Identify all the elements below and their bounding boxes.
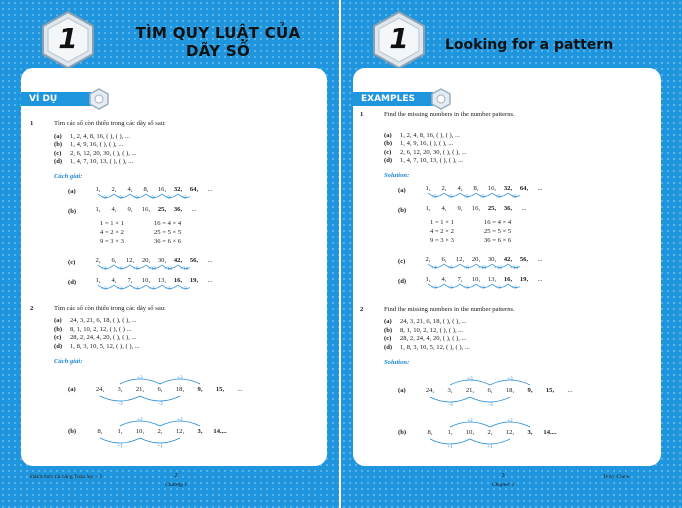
- sequence-number: 10,: [471, 275, 481, 283]
- sequence-number: 14....: [543, 429, 557, 437]
- sequence-number: 8,: [427, 429, 433, 437]
- difference: +4: [431, 265, 437, 271]
- pattern-arc-label: +3: [137, 376, 143, 382]
- sequence-number: 3,: [117, 386, 123, 394]
- solution-label-item: (b): [68, 207, 77, 215]
- sequence-number: 8,: [97, 428, 103, 436]
- sequence-number: 30,: [157, 256, 167, 264]
- working-line: [100, 229, 181, 238]
- sequence-numbers: [90, 206, 202, 215]
- left-content: [30, 120, 320, 450]
- sequence-number: 32,: [503, 184, 513, 192]
- difference: +3: [149, 286, 155, 292]
- pattern-arc-label: +2: [177, 418, 183, 424]
- footer-book-title: Đánh thức tài năng Toán học - 2: [30, 474, 102, 480]
- sequence-number: 6,: [441, 255, 447, 263]
- solution-row: [30, 376, 320, 408]
- sequence-number: 16,: [471, 204, 481, 212]
- sequence-number: 9,: [527, 387, 533, 395]
- difference: +3: [431, 285, 437, 291]
- chapter-number: 1: [389, 22, 409, 55]
- sequence-number: ...: [207, 185, 213, 193]
- difference: +6: [117, 266, 123, 272]
- working-left: 9 = 3 × 3: [100, 237, 124, 245]
- sequence-number: ...: [207, 276, 213, 284]
- question-item: (c) 2, 6, 12, 20, 30, ( ), ( ), ...: [54, 149, 137, 157]
- difference: +3: [495, 285, 501, 291]
- solution-label: Cách giải:: [54, 172, 83, 180]
- alternating-arcs: [420, 375, 580, 409]
- sequence-number: 2,: [111, 185, 117, 193]
- sequence-number: 12,: [505, 429, 515, 437]
- question-1: [30, 120, 320, 129]
- difference: ×2: [149, 195, 155, 201]
- pattern-arc-label: +2: [137, 418, 143, 424]
- difference: ×2: [479, 194, 485, 200]
- sequence-number: 1,: [425, 184, 431, 192]
- difference: ×2: [165, 195, 171, 201]
- difference: ×2: [447, 194, 453, 200]
- question-2: [30, 305, 320, 314]
- difference: ×2: [511, 194, 517, 200]
- difference: ×2: [133, 195, 139, 201]
- solution-block-1: [360, 185, 660, 296]
- sequence-number: 10,: [465, 429, 475, 437]
- sequence-number: 14....: [213, 428, 227, 436]
- sequence-number: ...: [567, 387, 573, 395]
- sequence-number: 2,: [157, 428, 163, 436]
- solution-label-item: (a): [398, 387, 406, 395]
- question-text: Find the missing numbers in the number patterns.: [384, 111, 515, 118]
- sequence-number: ...: [191, 205, 197, 213]
- question-item: (b) 8, 1, 10, 2, 12, ( ), ( ), ...: [384, 326, 464, 334]
- sequence-number: 4,: [127, 185, 133, 193]
- question-item: (c) 28, 2, 24, 4, 20, ( ), ( ), ...: [54, 334, 137, 342]
- sequence-number: 3,: [527, 429, 533, 437]
- pattern-arc-label: −3: [157, 402, 163, 408]
- question-item: (d) 1, 4, 7, 10, 13, ( ), ( ), ...: [54, 158, 134, 166]
- working-lines: [360, 218, 660, 256]
- solution-label: Solution:: [384, 358, 410, 366]
- difference: +4: [101, 266, 107, 272]
- working-right: 36 = 6 × 6: [484, 236, 512, 244]
- sequence-number: 20,: [471, 255, 481, 263]
- chapter-title: [118, 24, 318, 60]
- pattern-arc: [140, 438, 180, 443]
- sequence-number: 2,: [487, 429, 493, 437]
- sequence-number: 1,: [95, 276, 101, 284]
- solution-label-item: (a): [68, 187, 76, 195]
- working-left: 1 = 1 × 1: [100, 219, 124, 227]
- working-right: 36 = 6 × 6: [154, 237, 182, 245]
- difference: +6: [447, 265, 453, 271]
- sequence-number: 4,: [441, 275, 447, 283]
- sequence-number: 16,: [487, 184, 497, 192]
- difference: +12: [164, 266, 172, 272]
- sequence-number: 1,: [425, 275, 431, 283]
- sequence-number: 20,: [141, 256, 151, 264]
- working-right: 25 = 5 × 5: [484, 227, 512, 235]
- question-number: 2: [360, 305, 364, 313]
- sequence-number: 56,: [519, 255, 529, 263]
- sequence-number: 6,: [487, 387, 493, 395]
- sequence-number: 4,: [457, 184, 463, 192]
- difference: +3: [101, 286, 107, 292]
- solution-label-item: (c): [68, 258, 76, 266]
- working-line: [100, 220, 181, 229]
- pattern-arc: [470, 439, 510, 444]
- solution-row: [360, 377, 660, 409]
- sequence-number: 36,: [503, 204, 513, 212]
- pattern-arc-label: −3: [117, 402, 123, 408]
- chapter-number: 1: [58, 22, 78, 55]
- question-item: (b) 1, 4, 9, 16, ( ), ( ), ...: [384, 140, 454, 148]
- sequence-number: 42,: [503, 255, 513, 263]
- sequence-number: ...: [521, 204, 527, 212]
- question-text: Find the missing numbers in the number patterns.: [384, 305, 515, 313]
- right-page: [341, 0, 682, 508]
- right-content: [360, 111, 660, 451]
- question-item: (a) 1, 2, 4, 8, 16, ( ), ( ), ...: [384, 131, 460, 139]
- sequence-number: 9,: [197, 386, 203, 394]
- sequence-number: 64,: [189, 185, 199, 193]
- solution-block-2: [30, 376, 320, 450]
- difference: +12: [494, 265, 502, 271]
- pattern-arc-label: −3: [447, 403, 453, 409]
- sequence-number: 18,: [505, 387, 515, 395]
- question-item: (b) 1, 4, 9, 16, ( ), ( ), ...: [54, 141, 124, 149]
- sequence-number: 42,: [173, 256, 183, 264]
- pattern-arc-label: +2: [467, 419, 473, 425]
- difference: ×2: [431, 194, 437, 200]
- sequence-number: 3,: [447, 387, 453, 395]
- pattern-arc-label: +1: [487, 445, 493, 451]
- difference: +3: [463, 285, 469, 291]
- question-item: (c) 28, 2, 24, 4, 20, ( ), ( ), ...: [384, 335, 467, 343]
- sequence-number: 7,: [127, 276, 133, 284]
- sequence-number: 9,: [127, 205, 133, 213]
- sequence-number: 1,: [425, 204, 431, 212]
- chapter-name: Chương 1: [164, 482, 188, 488]
- solution-label-item: (b): [68, 428, 77, 436]
- sequence-number: 3,: [197, 428, 203, 436]
- difference: +3: [479, 285, 485, 291]
- sequence-number: 13,: [487, 275, 497, 283]
- working-lines: [30, 219, 320, 257]
- difference: +10: [478, 265, 486, 271]
- pattern-arc-label: +3: [177, 376, 183, 382]
- question-number: 1: [360, 111, 364, 118]
- pattern-arc: [470, 397, 510, 402]
- sequence-number: 21,: [465, 387, 475, 395]
- difference: +3: [117, 286, 123, 292]
- pattern-arc: [430, 397, 470, 402]
- difference: +3: [165, 286, 171, 292]
- chapter-badge: [38, 10, 98, 70]
- pattern-arc: [430, 439, 470, 444]
- difference: ×2: [495, 194, 501, 200]
- working-left: 1 = 1 × 1: [430, 218, 454, 226]
- section-tag: EXAMPLES: [353, 92, 433, 106]
- page-number: 3: [501, 472, 505, 479]
- question-text: Tìm các số còn thiếu trong các dãy số sau:: [54, 304, 166, 312]
- difference: +3: [511, 285, 517, 291]
- sequence-number: 8,: [143, 185, 149, 193]
- sequence-number: 32,: [173, 185, 183, 193]
- sequence-number: ...: [237, 386, 243, 394]
- difference: +3: [133, 286, 139, 292]
- working-left: 9 = 3 × 3: [430, 236, 454, 244]
- working-line: [430, 237, 511, 246]
- sequence-number: ...: [537, 184, 543, 192]
- sequence-number: 36,: [173, 205, 183, 213]
- difference: +14: [510, 265, 518, 271]
- question-item: (c) 2, 6, 12, 20, 30, ( ), ( ), ...: [384, 148, 467, 156]
- sequence-number: 15,: [215, 386, 225, 394]
- sequence-number: 30,: [487, 255, 497, 263]
- alternating-arcs: [90, 374, 250, 408]
- sequence-number: 64,: [519, 184, 529, 192]
- working-line: [100, 238, 181, 247]
- sequence-number: 1,: [117, 428, 123, 436]
- sequence-differences: [96, 266, 192, 275]
- sequence-number: 6,: [111, 256, 117, 264]
- sequence-differences: [96, 195, 192, 204]
- pattern-arc: [100, 396, 140, 401]
- solution-label-item: (c): [398, 257, 406, 265]
- difference: ×2: [117, 195, 123, 201]
- solution-row: [30, 257, 320, 277]
- sequence-differences: [426, 285, 522, 294]
- solution-label: Cách giải:: [54, 357, 83, 365]
- difference: +8: [133, 266, 139, 272]
- question-number: 2: [30, 304, 34, 312]
- working-line: [430, 219, 511, 228]
- difference: +14: [180, 266, 188, 272]
- solution-row: [360, 185, 660, 205]
- sequence-number: ...: [537, 255, 543, 263]
- sequence-number: 12,: [125, 256, 135, 264]
- sequence-numbers: [420, 205, 532, 214]
- chapter-title-line1: TÌM QUY LUẬT CỦA: [135, 24, 301, 42]
- difference: ×2: [101, 195, 107, 201]
- solution-row: [30, 186, 320, 206]
- sequence-number: 12,: [455, 255, 465, 263]
- nut-icon: [88, 88, 110, 110]
- pattern-arc: [140, 396, 180, 401]
- alternating-arcs: [420, 417, 580, 451]
- sequence-number: 13,: [157, 276, 167, 284]
- sequence-number: 12,: [175, 428, 185, 436]
- pattern-arc-label: +2: [507, 419, 513, 425]
- difference: +10: [148, 266, 156, 272]
- question-item: (a) 24, 3, 21, 6, 18, ( ), ( ), ...: [54, 317, 137, 325]
- section-tag: VÍ DỤ: [21, 92, 91, 106]
- pattern-arc: [100, 438, 140, 443]
- solution-row: [30, 418, 320, 450]
- solution-row: [360, 276, 660, 296]
- chapter-badge: [369, 10, 429, 70]
- working-line: [430, 228, 511, 237]
- solution-label-item: (b): [398, 429, 407, 437]
- question-item: (d) 1, 8, 3, 10, 5, 12, ( ), ( ), ...: [384, 343, 470, 351]
- sequence-number: 10,: [141, 276, 151, 284]
- sequence-number: 25,: [487, 204, 497, 212]
- sequence-number: 1,: [95, 205, 101, 213]
- sequence-number: 4,: [111, 276, 117, 284]
- chapter-title: Looking for a pattern: [445, 37, 614, 53]
- question-number: 1: [30, 120, 34, 127]
- solution-row: [360, 256, 660, 276]
- sequence-number: 24,: [95, 386, 105, 394]
- chapter-name: Chapter 1: [491, 482, 515, 488]
- question-item: (a) 1, 2, 4, 8, 16, ( ), ( ), ...: [54, 132, 130, 140]
- sequence-number: 19,: [519, 275, 529, 283]
- footer-author: Terry Chew: [603, 474, 630, 480]
- pattern-arc-label: −3: [487, 403, 493, 409]
- nut-icon: [430, 88, 452, 110]
- sequence-number: ...: [207, 256, 213, 264]
- sequence-number: 19,: [189, 276, 199, 284]
- sequence-number: 2,: [441, 184, 447, 192]
- sequence-number: ...: [537, 275, 543, 283]
- sequence-differences: [426, 265, 522, 274]
- sequence-number: 2,: [425, 255, 431, 263]
- solution-row: [360, 419, 660, 451]
- solution-label-item: (a): [398, 186, 406, 194]
- pattern-arc-label: +3: [467, 377, 473, 383]
- question-item: (d) 1, 4, 7, 10, 13, ( ), ( ), ...: [384, 157, 464, 165]
- question-item: (a) 24, 3, 21, 6, 18, ( ), ( ), ...: [384, 318, 467, 326]
- sequence-number: 16,: [157, 185, 167, 193]
- sequence-number: 25,: [157, 205, 167, 213]
- sequence-number: 1,: [447, 429, 453, 437]
- sequence-number: 16,: [503, 275, 513, 283]
- sequence-number: 1,: [95, 185, 101, 193]
- question-2: [360, 306, 660, 315]
- sequence-number: 56,: [189, 256, 199, 264]
- alternating-arcs: [90, 416, 250, 450]
- question-item: (b) 8, 1, 10, 2, 12, ( ), ( ) ...: [54, 325, 132, 333]
- sequence-number: 15,: [545, 387, 555, 395]
- difference: ×2: [181, 195, 187, 201]
- sequence-number: 8,: [473, 184, 479, 192]
- sequence-number: 10,: [135, 428, 145, 436]
- difference: +3: [447, 285, 453, 291]
- solution-label-item: (a): [68, 386, 76, 394]
- sequence-number: 4,: [111, 205, 117, 213]
- sequence-differences: [426, 194, 522, 203]
- working-right: 16 = 4 × 4: [154, 219, 182, 227]
- question-1: [360, 111, 660, 120]
- page-number: 2: [174, 472, 178, 479]
- pattern-arc-label: +1: [157, 444, 163, 450]
- sequence-number: 24,: [425, 387, 435, 395]
- sequence-number: 16,: [141, 205, 151, 213]
- sequence-number: 21,: [135, 386, 145, 394]
- solution-label: Solution:: [384, 171, 410, 179]
- difference: ×2: [463, 194, 469, 200]
- sequence-number: 9,: [457, 204, 463, 212]
- question-text: Tìm các số còn thiếu trong các dãy số sau:: [54, 120, 166, 127]
- solution-label-item: (b): [398, 206, 407, 214]
- pattern-arc-label: +3: [507, 377, 513, 383]
- solution-block-2: [360, 377, 660, 451]
- chapter-title-line2: DÃY SỐ: [185, 42, 251, 60]
- working-left: 4 = 2 × 2: [100, 228, 124, 236]
- working-right: 25 = 5 × 5: [154, 228, 182, 236]
- working-left: 4 = 2 × 2: [430, 227, 454, 235]
- solution-label-item: (d): [68, 278, 77, 286]
- pattern-arc-label: +1: [117, 444, 123, 450]
- working-right: 16 = 4 × 4: [484, 218, 512, 226]
- pattern-arc-label: +1: [447, 445, 453, 451]
- solution-row: [30, 277, 320, 297]
- sequence-differences: [96, 286, 192, 295]
- difference: +8: [463, 265, 469, 271]
- sequence-number: 7,: [457, 275, 463, 283]
- question-item: (d) 1, 8, 3, 10, 5, 12, ( ), ( ), ...: [54, 342, 140, 350]
- sequence-number: 16,: [173, 276, 183, 284]
- sequence-number: 2,: [95, 256, 101, 264]
- sequence-number: 6,: [157, 386, 163, 394]
- difference: +3: [181, 286, 187, 292]
- sequence-number: 4,: [441, 204, 447, 212]
- sequence-number: 18,: [175, 386, 185, 394]
- solution-label-item: (d): [398, 277, 407, 285]
- solution-block-1: [30, 186, 320, 297]
